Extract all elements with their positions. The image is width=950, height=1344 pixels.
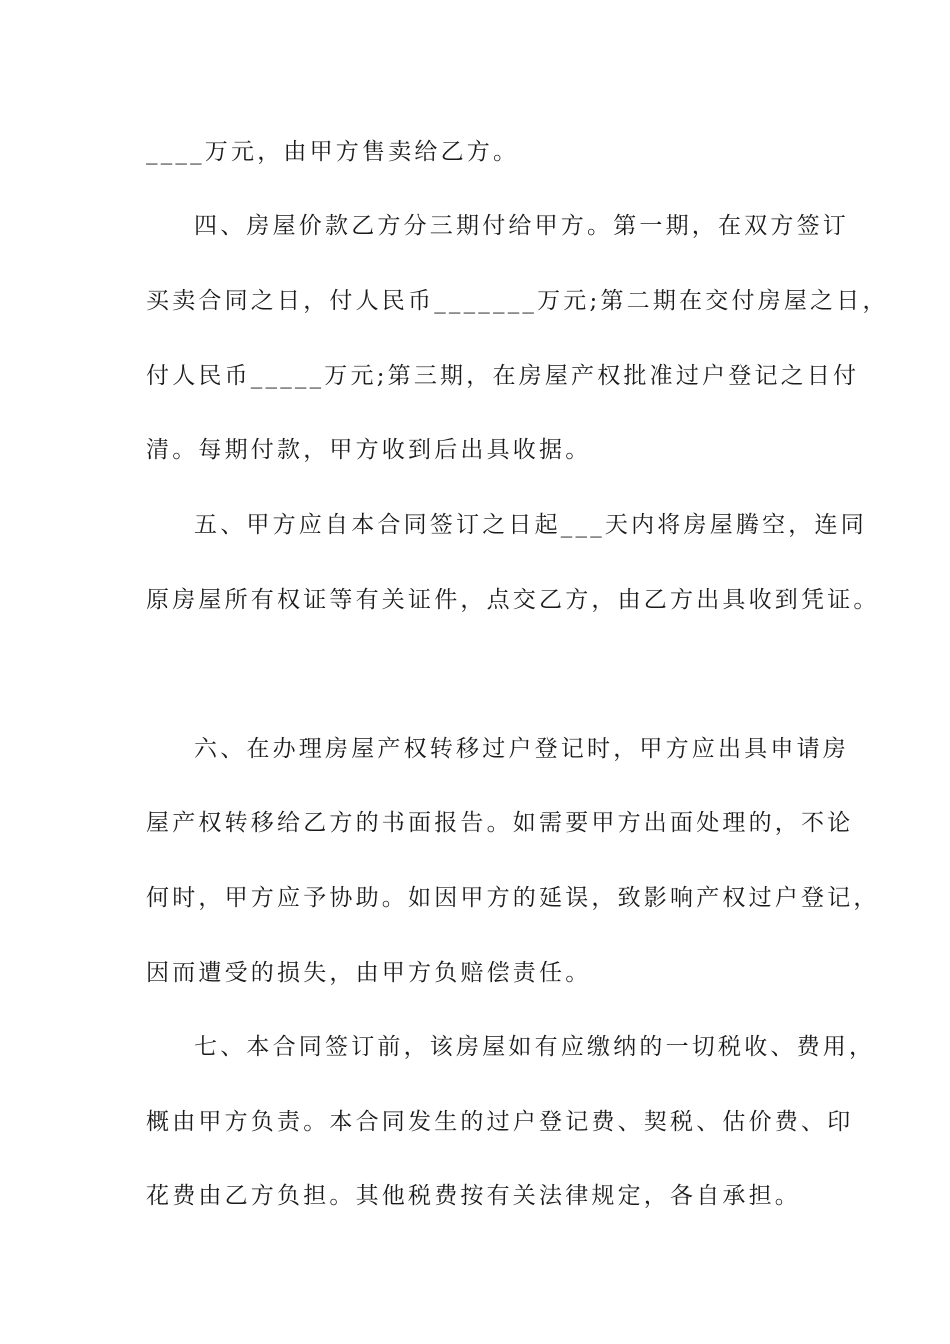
clause-4-line: 四、房屋价款乙方分三期付给甲方。第一期，在双方签订: [194, 213, 849, 239]
text-line: 因而遭受的损失，由甲方负赔偿责任。: [146, 960, 592, 986]
text-line: 买卖合同之日，付人民币_______万元;第二期在交付房屋之日，: [146, 288, 889, 314]
text-line: 概由甲方负责。本合同发生的过户登记费、契税、估价费、印: [146, 1109, 854, 1135]
clause-6-line: 六、在办理房屋产权转移过户登记时，甲方应出具申请房: [194, 736, 849, 762]
text-line: 原房屋所有权证等有关证件，点交乙方，由乙方出具收到凭证。: [146, 587, 880, 613]
text-line: ____万元，由甲方售卖给乙方。: [146, 139, 520, 165]
text-line: 屋产权转移给乙方的书面报告。如需要甲方出面处理的，不论: [146, 810, 854, 836]
text-line: 付人民币_____万元;第三期，在房屋产权批准过户登记之日付: [146, 363, 860, 389]
clause-7-line: 七、本合同签订前，该房屋如有应缴纳的一切税收、费用，: [194, 1034, 876, 1060]
text-line: 何时，甲方应予协助。如因甲方的延误，致影响产权过户登记，: [146, 885, 880, 911]
text-line: 花费由乙方负担。其他税费按有关法律规定，各自承担。: [146, 1183, 801, 1209]
text-line: 清。每期付款，甲方收到后出具收据。: [146, 437, 592, 463]
clause-5-line: 五、甲方应自本合同签订之日起___天内将房屋腾空，连同: [194, 512, 867, 538]
